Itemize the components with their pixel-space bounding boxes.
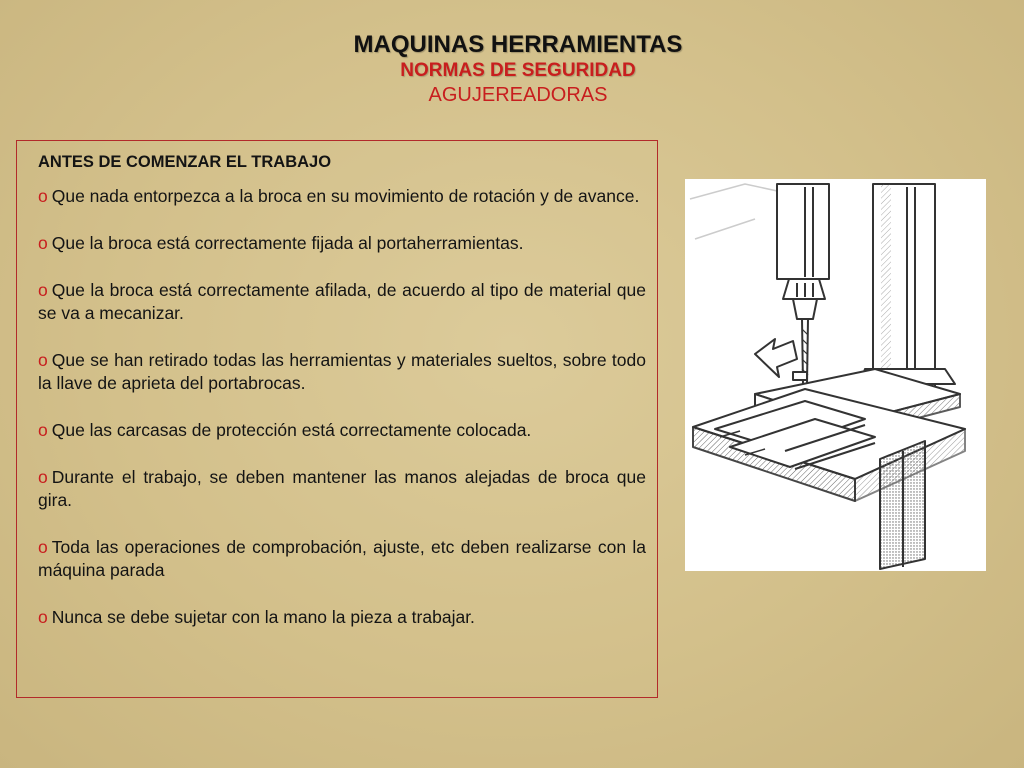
bullet-icon: o	[38, 350, 48, 370]
rule-item	[38, 185, 646, 208]
bullet-icon: o	[38, 233, 48, 253]
bullet-icon: o	[38, 186, 48, 206]
rule-item	[38, 536, 646, 582]
safety-rules-box	[16, 140, 658, 698]
rule-text: Nunca se debe sujetar con la mano la pieza a trabajar.	[51, 607, 475, 627]
page-subtitle: NORMAS DE SEGURIDAD	[400, 60, 636, 81]
title-block	[0, 30, 1024, 108]
rule-text: Que nada entorpezca a la broca en su movimiento de rotación y de avance.	[51, 186, 640, 206]
rule-item	[38, 279, 646, 325]
drill-press-figure	[685, 179, 986, 571]
rule-item	[38, 232, 646, 255]
rule-text: Que la broca está correctamente afilada, de acuerdo al tipo de material que se va a mecanizar.	[38, 280, 646, 323]
rule-item	[38, 606, 646, 629]
page-topic: AGUJEREADORAS	[428, 84, 608, 106]
page-title: MAQUINAS HERRAMIENTAS	[353, 31, 683, 58]
rule-text: Que se han retirado todas las herramientas y materiales sueltos, sobre todo la llave de aprieta del portabrocas.	[38, 350, 646, 393]
box-heading: ANTES DE COMENZAR EL TRABAJO	[38, 153, 332, 171]
rule-text: Toda las operaciones de comprobación, ajuste, etc deben realizarse con la máquina parada	[38, 537, 646, 580]
rule-item	[38, 466, 646, 512]
rule-text: Durante el trabajo, se deben mantener las manos alejadas de broca que gira.	[38, 467, 646, 510]
rule-item	[38, 349, 646, 395]
drill-press-icon	[685, 179, 986, 571]
rule-text: Que las carcasas de protección está correctamente colocada.	[51, 420, 532, 440]
rule-item	[38, 419, 646, 442]
bullet-icon: o	[38, 420, 48, 440]
rule-text: Que la broca está correctamente fijada al portaherramientas.	[51, 233, 524, 253]
bullet-icon: o	[38, 280, 48, 300]
bullet-icon: o	[38, 537, 48, 557]
bullet-icon: o	[38, 467, 48, 487]
bullet-icon: o	[38, 607, 48, 627]
